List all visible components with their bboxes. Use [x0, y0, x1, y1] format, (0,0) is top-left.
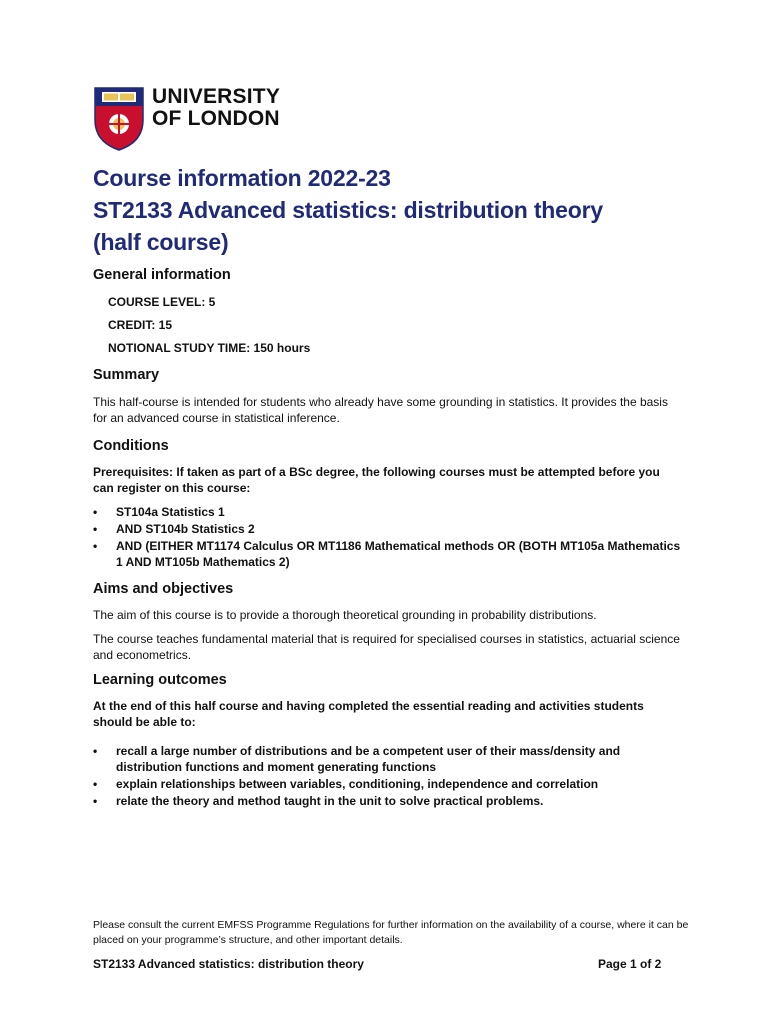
university-crest-icon [93, 86, 145, 152]
list-item: • explain relationships between variables, conditioning, independence and correlation [93, 776, 683, 792]
list-item: • ST104a Statistics 1 [93, 504, 683, 520]
list-item: • AND (EITHER MT1174 Calculus OR MT1186 Mathematical methods OR (BOTH MT105a Mathematics 1 AND MT105b Mathematics 2) [93, 538, 683, 570]
course-level: COURSE LEVEL: 5 [108, 295, 216, 309]
learning-outcomes-list [93, 743, 683, 810]
list-item: • AND ST104b Statistics 2 [93, 521, 683, 537]
page-number: Page 1 of 2 [598, 957, 662, 971]
logo-wordmark [152, 86, 280, 130]
conditions-heading: Conditions [93, 438, 169, 454]
footer-note: Please consult the current EMFSS Programme Regulations for further information on the availability of a course, where it can be placed on your programme’s structure, and other important details. [93, 919, 689, 946]
credit: CREDIT: 15 [108, 318, 173, 332]
footer-course-title: ST2133 Advanced statistics: distribution theory [93, 957, 364, 971]
aims-paragraph-2: The course teaches fundamental material that is required for specialised courses in statistics, actuarial science and econometrics. [93, 632, 680, 662]
summary-text: This half-course is intended for students who already have some grounding in statistics. It provides the basis for an advanced course in statistical inference. [93, 395, 668, 425]
logo-line-1: UNIVERSITY [152, 85, 281, 108]
page-title-line-2: ST2133 Advanced statistics: distribution theory [93, 197, 603, 223]
prerequisites-list [93, 504, 683, 571]
list-item: • recall a large number of distributions and be a competent user of their mass/density and distribution functions and moment generating functions [93, 743, 683, 775]
aims-heading: Aims and objectives [93, 581, 234, 597]
logo-line-2: OF LONDON [152, 107, 280, 130]
notional-study-time: NOTIONAL STUDY TIME: 150 hours [108, 341, 311, 355]
page-title-line-1: Course information 2022-23 [93, 165, 391, 191]
prerequisites-text: Prerequisites: If taken as part of a BSc degree, the following courses must be attempted before you can register on this course: [93, 465, 660, 495]
learning-outcomes-intro: At the end of this half course and having completed the essential reading and activities students should be able to: [93, 699, 644, 729]
learning-outcomes-heading: Learning outcomes [93, 672, 227, 688]
general-information-heading: General information [93, 267, 231, 283]
aims-paragraph-1: The aim of this course is to provide a thorough theoretical grounding in probability distributions. [93, 608, 597, 622]
summary-heading: Summary [93, 367, 160, 383]
page-title-line-3: (half course) [93, 229, 229, 255]
list-item: • relate the theory and method taught in the unit to solve practical problems. [93, 793, 683, 809]
